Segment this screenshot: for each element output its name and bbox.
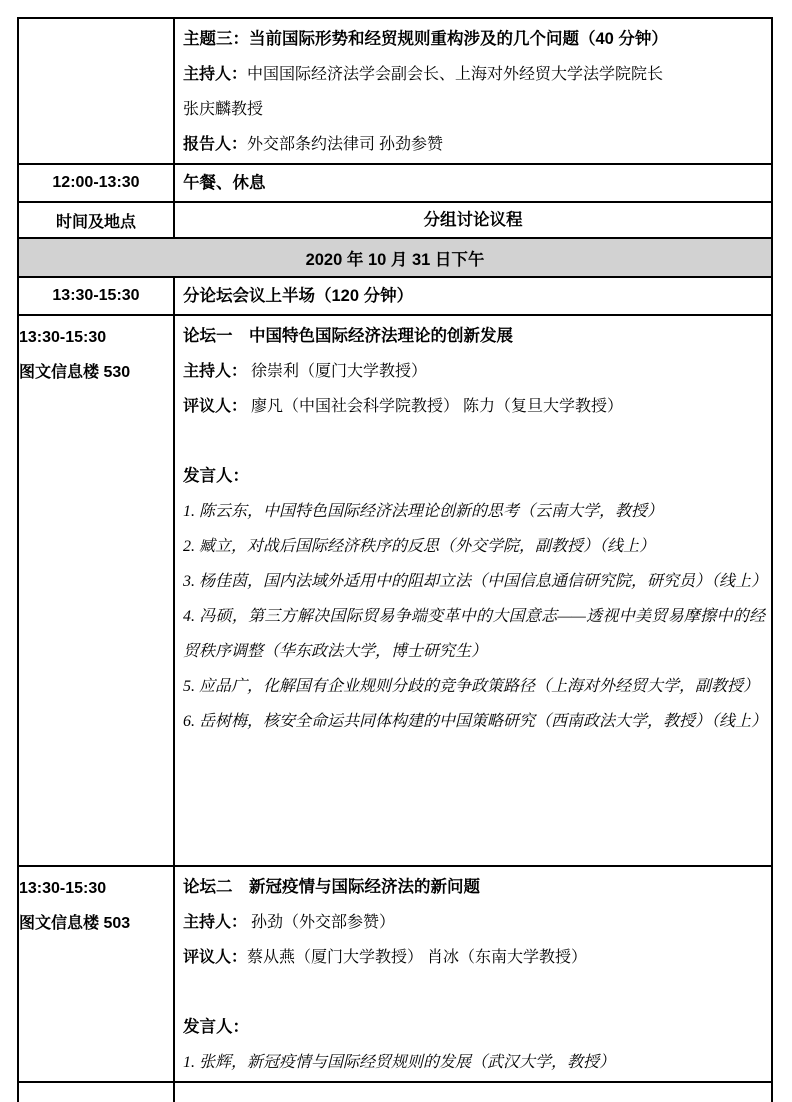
section-header-right-text: 分组讨论议程 (423, 210, 523, 229)
session3-title: 主题三：当前国际形势和经贸规则重构涉及的几个问题（40 分钟） (183, 30, 668, 48)
table-row-forum1 (19, 316, 771, 867)
forum2-time: 13:30-15:30 (19, 880, 107, 897)
conference-schedule-table (17, 17, 773, 1102)
forum1-time-location-cell (19, 316, 175, 865)
forum1-title: 论坛一 中国特色国际经济法理论的创新发展 (183, 327, 513, 345)
forum1-time: 13:30-15:30 (19, 329, 107, 346)
forum2-content-cell (175, 867, 771, 1081)
forum1-speaker-item: 1. 陈云东，中国特色国际经济法理论创新的思考（云南大学，教授） (183, 503, 664, 520)
section-header-left: 时间及地点 (19, 203, 175, 237)
forum2-reviewer-line (183, 940, 765, 975)
table-row-partial (19, 1083, 771, 1102)
forum1-speaker-item: 2. 臧立，对战后国际经济秩序的反思（外交学院，副教授）（线上） (183, 538, 656, 555)
table-row-forum2 (19, 867, 771, 1083)
blank-line (183, 975, 765, 1010)
session3-host-label: 主持人： (183, 66, 248, 83)
section-header-right (175, 203, 771, 237)
forum2-reviewer-text: 蔡从燕（厦门大学教授） 肖冰（东南大学教授） (247, 949, 588, 966)
forum1-host-text: 徐崇利（厦门大学教授） (247, 363, 428, 380)
lunch-time-cell: 12:00-13:30 (19, 165, 175, 201)
table-row-lunch (19, 165, 771, 203)
table-row-first-half (19, 278, 771, 316)
session3-content-cell (175, 19, 771, 163)
first-half-text: 分论坛会议上半场（120 分钟） (183, 286, 414, 305)
session3-reporter-text: 外交部条约法律司 孙劲参赞 (247, 136, 444, 153)
forum1-speaker-item: 4. 冯硕，第三方解决国际贸易争端变革中的大国意志——透视中美贸易摩擦中的经贸秩序调整（华东政法大学，博士研究生） (183, 608, 765, 660)
forum2-speakers-label: 发言人： (183, 1018, 249, 1036)
session3-host-line (183, 57, 765, 92)
blank-line (183, 424, 765, 459)
session3-time-cell-empty (19, 19, 175, 163)
forum1-reviewer-text: 廖凡（中国社会科学院教授） 陈力（复旦大学教授） (247, 398, 624, 415)
table-row-section-header (19, 203, 771, 239)
forum1-host-label: 主持人： (183, 363, 248, 380)
forum2-title: 论坛二 新冠疫情与国际经济法的新问题 (183, 878, 480, 896)
partial-left-cell (19, 1083, 175, 1102)
first-half-time-cell: 13:30-15:30 (19, 278, 175, 314)
forum2-reviewer-label: 评议人： (183, 949, 248, 966)
lunch-text: 午餐、休息 (183, 173, 266, 192)
forum2-host-line (183, 905, 765, 940)
forum1-host-line (183, 354, 765, 389)
date-banner-text: 2020 年 10 月 31 日下午 (305, 250, 485, 269)
forum1-reviewer-line (183, 389, 765, 424)
forum1-content-cell (175, 316, 771, 865)
session3-host-text: 中国国际经济法学会副会长、上海对外经贸大学法学院院长 (247, 66, 664, 83)
first-half-content-cell (175, 278, 771, 314)
session3-reporter-label: 报告人： (183, 136, 248, 153)
table-row-session3 (19, 19, 771, 165)
forum1-speaker-item: 3. 杨佳茵，国内法域外适用中的阻却立法（中国信息通信研究院，研究员）（线上） (183, 573, 768, 590)
forum2-speaker-item: 1. 张辉，新冠疫情与国际经贸规则的发展（武汉大学，教授） (183, 1054, 616, 1071)
lunch-content-cell (175, 165, 771, 201)
forum1-speakers-label: 发言人： (183, 467, 249, 485)
forum2-location: 图文信息楼 503 (19, 915, 131, 932)
partial-right-cell (175, 1083, 771, 1102)
table-row-date-banner (19, 239, 771, 278)
forum2-host-label: 主持人： (183, 914, 248, 931)
forum2-host-text: 孙劲（外交部参赞） (247, 914, 396, 931)
forum1-location: 图文信息楼 530 (19, 364, 131, 381)
session3-host-continuation: 张庆麟教授 (183, 101, 264, 118)
session3-reporter-line (183, 127, 765, 162)
forum2-time-location-cell (19, 867, 175, 1081)
forum1-reviewer-label: 评议人： (183, 398, 248, 415)
forum1-speaker-item: 5. 应品广，化解国有企业规则分歧的竞争政策路径（上海对外经贸大学，副教授） (183, 678, 760, 695)
forum1-speaker-item: 6. 岳树梅，核安全命运共同体构建的中国策略研究（西南政法大学，教授）（线上） (183, 713, 768, 730)
